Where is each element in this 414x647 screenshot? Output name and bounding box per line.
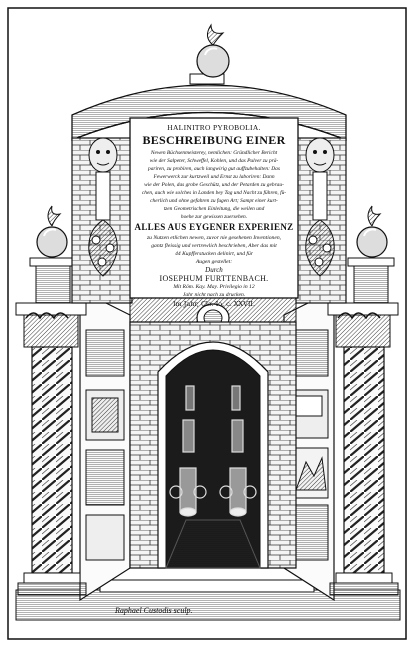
left-pilaster — [72, 138, 132, 303]
experience-lines-line: zu Nutzen etlichen newen, zuvor nie gesehenen Inventionen, — [146, 235, 282, 241]
experience-heading: ALLES AUS EYGENER EXPERIENZ — [134, 222, 294, 232]
experience-block — [132, 234, 296, 266]
description-lines-line: pariren, zu probiren, auch langwirig gut auffzubehalten: Das — [148, 166, 280, 172]
description-lines-line: wie der Polen, das grobe Geschütz, und der Petarden zu gebrau- — [144, 182, 284, 188]
privilege-lines-line: Mit Röm. Kay. May. Privilegio in 12 — [173, 284, 255, 290]
by-label: Durch — [205, 266, 223, 274]
experience-lines-line: gantz fleissig und vertrewlich beschrieben, Aber das mit — [151, 243, 277, 249]
subtitle-top: HALINITRO PYROBOLIA. — [167, 123, 261, 132]
experience-lines-line: Augen gestellet: — [195, 259, 233, 265]
description-lines-line: chen, auch wie solches in Landen bey Tag und Nacht zu führen, fü- — [141, 190, 287, 196]
description-lines-line: Fewerwerck zur kurtzweil und Ernst zu laboriren: Dann — [153, 174, 275, 180]
description-block — [132, 149, 296, 221]
description-lines-line: Newen Büchsenmeisterey, nemlichen: Gründlicher Bericht — [150, 150, 278, 156]
author-name: IOSEPHUM FURTTENBACH. — [159, 274, 269, 283]
privilege-block — [132, 283, 296, 299]
description-lines-line: wie der Salpeter, Schweffel, Kohlen, und das Pulver zu prä- — [149, 158, 279, 164]
arched-gateway — [130, 298, 296, 568]
heading: BESCHREIBUNG EINER — [142, 133, 286, 147]
description-lines-line: tzen Geometrischen Einleitung, die weilen und — [163, 206, 265, 212]
engraver-signature: Raphael Custodis sculp. — [115, 606, 193, 615]
imprint-line: Im Jahr, Clɔ. Iɔ. c. XXVII. — [172, 300, 256, 308]
description-lines-line: hoehe zur gewissen zuersehen. — [180, 214, 248, 220]
experience-lines-line: 44 Kupfferstucken delinirt, und für — [175, 251, 253, 257]
right-pilaster — [296, 138, 346, 303]
privilege-lines-line: Jahr nicht nach zu drucken. — [182, 292, 246, 298]
description-lines-line: cherlich und ohne gefahren zu fugen Art; Sampt einer kurt- — [150, 198, 278, 204]
